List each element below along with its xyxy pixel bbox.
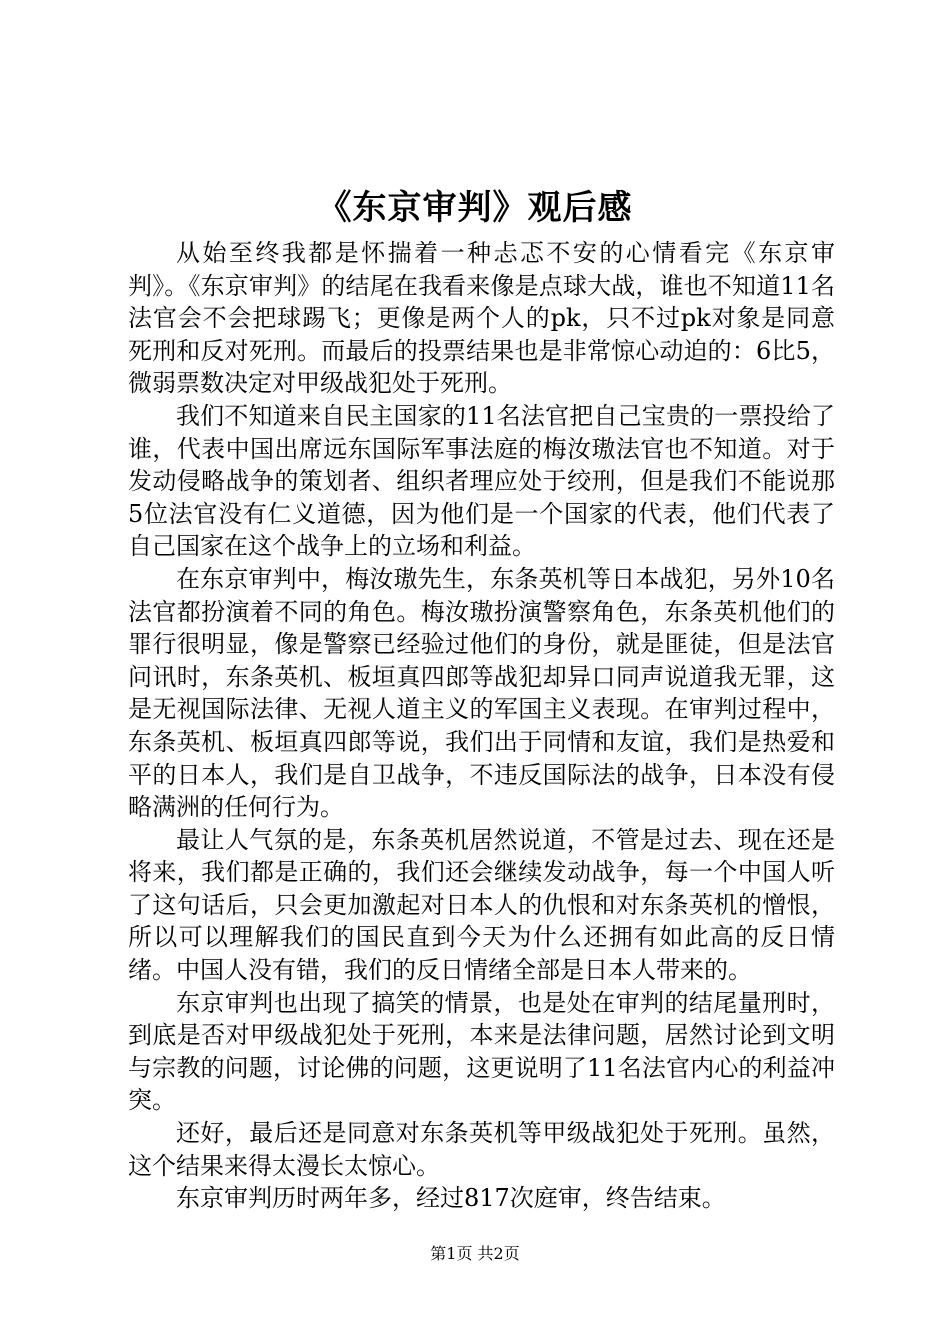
paragraph: 我们不知道来自民主国家的11名法官把自己宝贵的一票投给了谁，代表中国出席远东国际军事法庭的梅汝璈法官也不知道。对于发动侵略战争的策划者、组织者理应处于绞刑，但是我们不能说那5位法官没有仁义道德，因为他们是一个国家的代表，他们代表了自己国家在这个战争上的立场和利益。 — [128, 401, 835, 561]
document-body — [128, 237, 835, 1215]
paragraph: 还好，最后还是同意对东条英机等甲级战犯处于死刑。虽然，这个结果来得太漫长太惊心。 — [128, 1119, 835, 1180]
paragraph: 在东京审判中，梅汝璈先生，东条英机等日本战犯，另外10名法官都扮演着不同的角色。梅汝璈扮演警察角色，东条英机他们的罪行很明显，像是警察已经验过他们的身份，就是匪徒，但是法官问讯时，东条英机、板垣真四郎等战犯却异口同声说道我无罪，这是无视国际法律、无视人道主义的军国主义表现。在审判过程中，东条英机、板垣真四郎等说，我们出于同情和友谊，我们是热爱和平的日本人，我们是自卫战争，不违反国际法的战争，日本没有侵略满洲的任何行为。 — [128, 564, 835, 822]
paragraph: 从始至终我都是怀揣着一种忐忑不安的心情看完《东京审判》。《东京审判》的结尾在我看来像是点球大战，谁也不知道11名法官会不会把球踢飞；更像是两个人的pk，只不过pk对象是同意死刑和反对死刑。而最后的投票结果也是非常惊心动迫的：6比5，微弱票数决定对甲级战犯处于死刑。 — [128, 239, 835, 398]
page-footer: 第1页 共2页 — [430, 1244, 520, 1263]
paragraph: 东京审判历时两年多，经过817次庭审，终告结束。 — [176, 1184, 726, 1213]
document-title: 《东京审判》观后感 — [317, 188, 633, 228]
paragraph: 最让人气氛的是，东条英机居然说道，不管是过去、现在还是将来，我们都是正确的，我们还会继续发动战争，每一个中国人听了这句话后，只会更加激起对日本人的仇恨和对东条英机的憎恨，所以可以理解我们的国民直到今天为什么还拥有如此高的反日情绪。中国人没有错，我们的反日情绪全部是日本人带来的。 — [128, 825, 835, 985]
paragraph: 东京审判也出现了搞笑的情景，也是处在审判的结尾量刑时，到底是否对甲级战犯处于死刑，本来是法律问题，居然讨论到文明与宗教的问题，讨论佛的问题，这更说明了11名法官内心的利益冲突。 — [128, 988, 835, 1115]
